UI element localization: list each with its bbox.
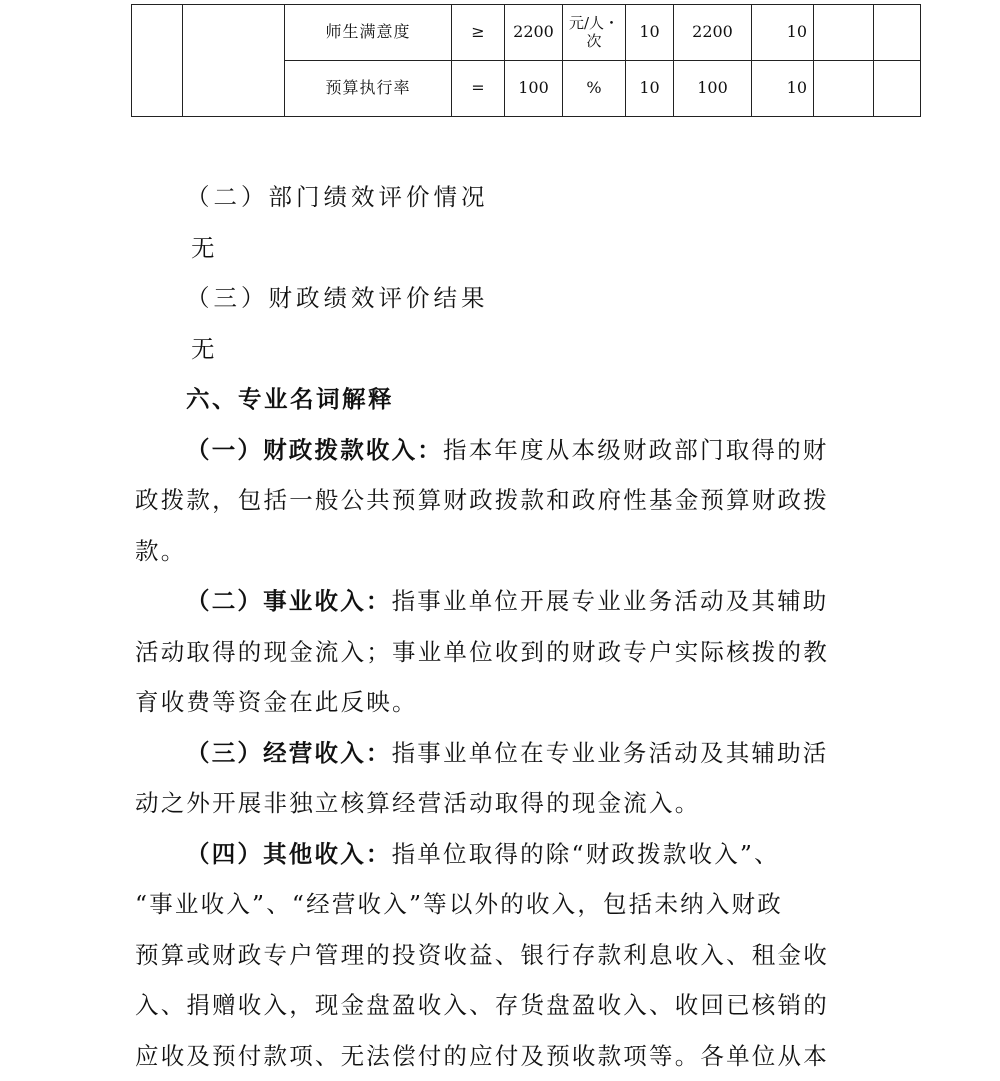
indicator-cell: 师生满意度: [285, 5, 452, 61]
unit-cell: 元/人・次: [563, 5, 626, 61]
operator-cell: ≥: [452, 5, 505, 61]
term-line: 指本年度从本级财政部门取得的财: [443, 436, 829, 464]
term-line: 入、捐赠收入，现金盘盈收入、存货盘盈收入、收回已核销的: [135, 980, 859, 1031]
table-row: [132, 5, 921, 61]
empty-cell: [814, 61, 874, 117]
section-heading-2: （二）部门绩效评价情况: [135, 172, 859, 223]
actual-cell: 2200: [674, 5, 752, 61]
term-line: 应收及预付款项、无法偿付的应付及预收款项等。各单位从本: [135, 1031, 859, 1081]
term-lead: （四）其他收入：: [186, 840, 392, 868]
term-lead: （一）财政拨款收入：: [186, 436, 443, 464]
document-body: [135, 172, 859, 1081]
term-line: 动之外开展非独立核算经营活动取得的现金流入。: [135, 778, 859, 829]
score-cell: 10: [752, 61, 814, 117]
term-paragraph: [135, 576, 859, 627]
performance-table: [131, 4, 921, 117]
term-paragraph: [135, 829, 859, 880]
term-line: 活动取得的现金流入；事业单位收到的财政专户实际核拨的教: [135, 627, 859, 678]
indicator-cell: 预算执行率: [285, 61, 452, 117]
empty-cell: [874, 61, 921, 117]
term-lead: （三）经营收入：: [186, 739, 392, 767]
term-line: 预算或财政专户管理的投资收益、银行存款利息收入、租金收: [135, 930, 859, 981]
term-line: 政拨款，包括一般公共预算财政拨款和政府性基金预算财政拨: [135, 475, 859, 526]
category-cell: [132, 5, 183, 117]
score-cell: 10: [752, 5, 814, 61]
weight-cell: 10: [626, 61, 674, 117]
target-cell: 2200: [505, 5, 563, 61]
chapter-heading-6: 六、专业名词解释: [135, 374, 859, 425]
section-heading-3: （三）财政绩效评价结果: [135, 273, 859, 324]
term-line: 育收费等资金在此反映。: [135, 677, 859, 728]
term-line: “事业收入”、“经营收入”等以外的收入，包括未纳入财政: [135, 879, 859, 930]
empty-cell: [874, 5, 921, 61]
term-lead: （二）事业收入：: [186, 587, 392, 615]
term-line: 指事业单位开展专业业务活动及其辅助: [392, 587, 829, 615]
term-paragraph: [135, 425, 859, 476]
empty-cell: [814, 5, 874, 61]
term-line: 款。: [135, 526, 859, 577]
section-body-3: 无: [135, 324, 859, 375]
term-line: 指事业单位在专业业务活动及其辅助活: [392, 739, 829, 767]
unit-cell: %: [563, 61, 626, 117]
actual-cell: 100: [674, 61, 752, 117]
term-paragraph: [135, 728, 859, 779]
term-line: 指单位取得的除“财政拨款收入”、: [392, 840, 780, 868]
operator-cell: =: [452, 61, 505, 117]
target-cell: 100: [505, 61, 563, 117]
subcategory-cell: [183, 5, 285, 117]
weight-cell: 10: [626, 5, 674, 61]
section-body-2: 无: [135, 223, 859, 274]
